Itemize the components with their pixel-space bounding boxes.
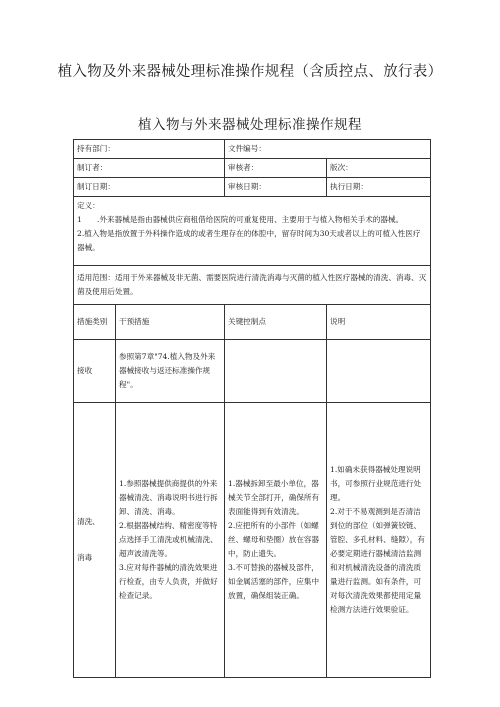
definition-cell <box>74 197 431 266</box>
measure-item-2: 2.根据器械结构、精密度等特点选择手工清洗或机械清洗、超声波清洗等。 <box>119 521 218 559</box>
author-label: 制订者： <box>74 159 225 178</box>
meta-row-dates <box>74 178 431 197</box>
version-label: 版次： <box>327 159 431 178</box>
measure-item-1: 1.参照器械提供商提供的外来器械清洗、消毒说明书进行拆卸、清洗、消毒。 <box>119 478 218 517</box>
review-date-label: 审核日期： <box>225 178 327 197</box>
row-receive-control <box>225 340 327 403</box>
definition-row <box>74 197 431 266</box>
note-item-2: 2.对于不易观测到是否清洁到位的部位（如弹簧铰链、管腔、多孔材料、缝隙），有必要定期进行器械清洁监测和对机械清洗设备的清洗质量进行监测。如有条件，可对每次清洗效果都使用定量检测方法进行效果验证。 <box>330 507 425 615</box>
row-receive-note <box>327 340 431 403</box>
measure-item-3: 3.应对每件器械的清洗效果进行检查，由专人负责，并做好检查记录。 <box>119 563 218 601</box>
procedure-table <box>73 139 431 678</box>
definition-item-2: 2.植入物是指放置于外科操作造成的或者生理存在的体腔中，留存时间为30天或者以上的可植入性医疗器械。 <box>77 229 421 253</box>
row-clean-measure <box>116 403 225 678</box>
row-receive-category: 接收 <box>74 340 116 403</box>
form-title: 植入物与外来器械处理标准操作规程 <box>138 117 362 133</box>
exec-date-label: 执行日期： <box>327 178 431 197</box>
category-clean: 清洗、 <box>77 517 100 527</box>
header-control: 关键控制点 <box>225 305 327 340</box>
table-row <box>74 340 431 403</box>
definition-item-1: 1 .外来器械是指由器械供应商租借给医院的可重复使用、主要用于与植入物相关手术的器械。 <box>77 215 404 225</box>
table-row <box>74 403 431 678</box>
row-clean-category <box>74 403 116 678</box>
scope-cell: 适用范围：适用于外来器械及非无菌、需要医院进行清洗消毒与灭菌的植入性医疗器械的清洗、消毒、灭菌及使用后处置。 <box>74 266 431 305</box>
control-item-2: 2.应把所有的小部件（如螺丝、螺母和垫圈）放在容器中，防止遗失。 <box>228 521 320 559</box>
row-clean-note <box>327 403 431 678</box>
note-item-1: 1.如确未获得器械处理说明书，可参照行业规范进行处理。 <box>330 464 422 502</box>
control-item-1: 1.器械拆卸至最小单位，器械关节全部打开，确保所有表面能得到有效清洗。 <box>228 478 320 517</box>
category-disinfect: 消毒 <box>77 553 93 563</box>
dept-label: 持有部门： <box>74 140 225 159</box>
document-title: 植入物及外来器械处理标准操作规程（含质控点、放行表） <box>57 64 443 80</box>
header-category: 措施类别 <box>74 305 116 340</box>
made-date-label: 制订日期： <box>74 178 225 197</box>
meta-row-author <box>74 159 431 178</box>
row-clean-control <box>225 403 327 678</box>
meta-row-dept <box>74 140 431 159</box>
control-item-3: 3.不可替换的器械及部件，如金属活塞的部件，应集中放置，确保组装正确。 <box>228 563 320 601</box>
file-no-label: 文件编号： <box>225 140 431 159</box>
header-measure: 干预措施 <box>116 305 225 340</box>
table-header-row <box>74 305 431 340</box>
row-receive-measure: 参照第7章"74.植入物及外来器械接收与返还标准操作规程"。 <box>116 340 225 403</box>
reviewer-label: 审核者： <box>225 159 327 178</box>
scope-row <box>74 266 431 305</box>
definition-heading: 定义： <box>77 201 100 211</box>
header-note: 说明 <box>327 305 431 340</box>
